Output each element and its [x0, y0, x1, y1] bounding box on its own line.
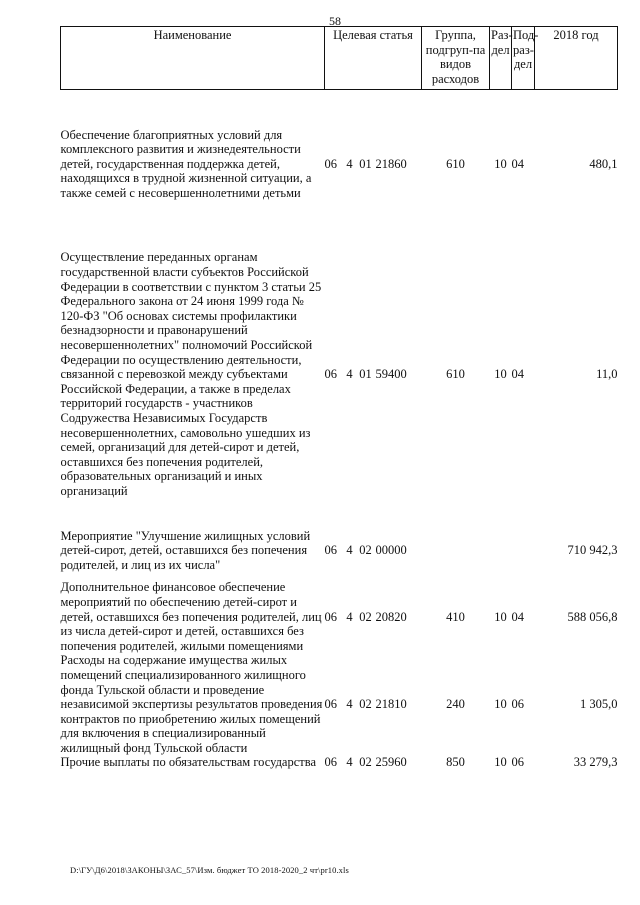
cell-program: 06: [324, 697, 337, 712]
header-row: [61, 27, 618, 90]
cell-direction: 25960: [375, 755, 407, 770]
cell-measure: 02: [359, 543, 372, 558]
cell-measure: 02: [359, 697, 372, 712]
cell-section: 10: [494, 367, 507, 382]
cell-subprogram: 4: [346, 156, 353, 171]
cell-program: 06: [324, 609, 337, 624]
cell-measure: 01: [359, 156, 372, 171]
cell-subprogram: 4: [346, 543, 353, 558]
header-name: Наименование: [61, 27, 325, 90]
cell-name: Прочие выплаты по обязательствам государства: [60, 755, 317, 770]
cell-amount: 588 056,8: [567, 609, 618, 624]
cell-subsection: [512, 529, 535, 573]
cell-expense-group: 610: [446, 367, 465, 382]
cell-measure: 02: [359, 609, 372, 624]
cell-amount: 11,0: [596, 367, 618, 382]
table-row: [61, 653, 618, 755]
table-header: [61, 27, 618, 90]
cell-name: Дополнительное финансовое обеспечение мероприятий по обеспечению детей-сирот и детей, оставшихся без попечения родителей, лиц из числа детей-сирот и детей, оставшихся без попечения родителей, жилыми помещениями: [60, 580, 322, 653]
cell-section: 10: [494, 755, 507, 770]
cell-program: 06: [324, 755, 337, 770]
header-section: Раз-дел: [490, 27, 512, 90]
cell-direction: 00000: [375, 543, 407, 558]
table-row: [61, 580, 618, 653]
cell-subprogram: 4: [346, 697, 353, 712]
budget-table: [60, 26, 618, 770]
cell-section: [490, 529, 512, 573]
cell-direction: 21810: [375, 697, 407, 712]
cell-program: 06: [324, 367, 337, 382]
header-target-article: Целевая статья: [325, 27, 422, 90]
cell-subprogram: 4: [346, 755, 353, 770]
footer-file-path: D:\ГУ\Д6\2018\ЗАКОНЫ\ЗАС_57\Изм. бюджет ТО 2018-2020_2 чт\pr10.xls: [70, 865, 349, 875]
cell-subsection: 04: [511, 156, 525, 171]
cell-subsection: 04: [511, 367, 525, 382]
header-expense-group: Группа, подгруп-па видов расходов: [422, 27, 490, 90]
cell-program: 06: [324, 543, 337, 558]
cell-amount: 33 279,3: [573, 755, 618, 770]
row-spacer: [61, 200, 618, 250]
cell-measure: 02: [359, 755, 372, 770]
header-subsection: Под-раз-дел: [512, 27, 535, 90]
cell-measure: 01: [359, 367, 372, 382]
cell-name: Мероприятие "Улучшение жилищных условий детей-сирот, детей, оставшихся без попечения родителей, и лиц из их числа": [60, 528, 311, 572]
cell-name: Расходы на содержание имущества жилых помещений специализированного жилищного фонда Тульской области и проведение независимой экспертизы результатов проведения контрактов по приобретению жилых помещений для включения в специализированный жилищный фонд Тульской области: [60, 653, 323, 755]
cell-subsection: 06: [511, 697, 525, 712]
row-spacer: [61, 499, 618, 529]
cell-section: 10: [494, 697, 507, 712]
cell-expense-group: 410: [446, 609, 465, 624]
cell-amount: 480,1: [589, 156, 618, 171]
cell-direction: 59400: [375, 367, 407, 382]
cell-section: 10: [494, 609, 507, 624]
cell-name: Осуществление переданных органам государственной власти субъектов Российской Федерации в соответствии с пунктом 3 статьи 25 Федерального закона от 24 июня 1999 года № 120-ФЗ "Об основах системы профилактики безнадзорности и правонарушений несовершеннолетних" полномочий Российской Федерации по осуществлению деятельности, связанной с перевозкой между субъектами Российской Федерации, а также в пределах территорий государств - участников Содружества Независимых Государств несовершеннолетних, самовольно ушедших из семей, организаций для детей-сирот и детей, оставшихся без попечения родителей, образовательных организаций и иных организаций: [60, 250, 322, 498]
table-body: [61, 90, 618, 771]
cell-amount: 1 305,0: [580, 697, 618, 712]
cell-expense-group: [422, 529, 490, 573]
cell-direction: 20820: [375, 609, 407, 624]
spacer-cell: [61, 90, 618, 128]
cell-subsection: 04: [511, 609, 525, 624]
table-row: [61, 250, 618, 498]
table-row: [61, 529, 618, 573]
table-row: [61, 755, 618, 770]
cell-amount: 710 942,3: [567, 543, 618, 558]
row-spacer: [61, 572, 618, 580]
cell-direction: 21860: [375, 156, 407, 171]
cell-subsection: 06: [511, 755, 525, 770]
cell-program: 06: [324, 156, 337, 171]
table-row: [61, 128, 618, 201]
spacer-cell: [61, 572, 618, 580]
page-number: 58: [329, 14, 341, 28]
cell-subprogram: 4: [346, 609, 353, 624]
cell-expense-group: 850: [446, 755, 465, 770]
row-spacer: [61, 90, 618, 128]
cell-section: 10: [494, 156, 507, 171]
cell-name: Обеспечение благоприятных условий для комплексного развития и жизнедеятельности детей, государственная поддержка детей, находящихся в трудной жизненной ситуации, а также семей с несовершеннолетними детьми: [60, 127, 312, 200]
cell-subprogram: 4: [346, 367, 353, 382]
spacer-cell: [61, 499, 618, 529]
spacer-cell: [61, 200, 618, 250]
cell-expense-group: 610: [446, 156, 465, 171]
header-year: 2018 год: [535, 27, 618, 90]
cell-expense-group: 240: [446, 697, 465, 712]
